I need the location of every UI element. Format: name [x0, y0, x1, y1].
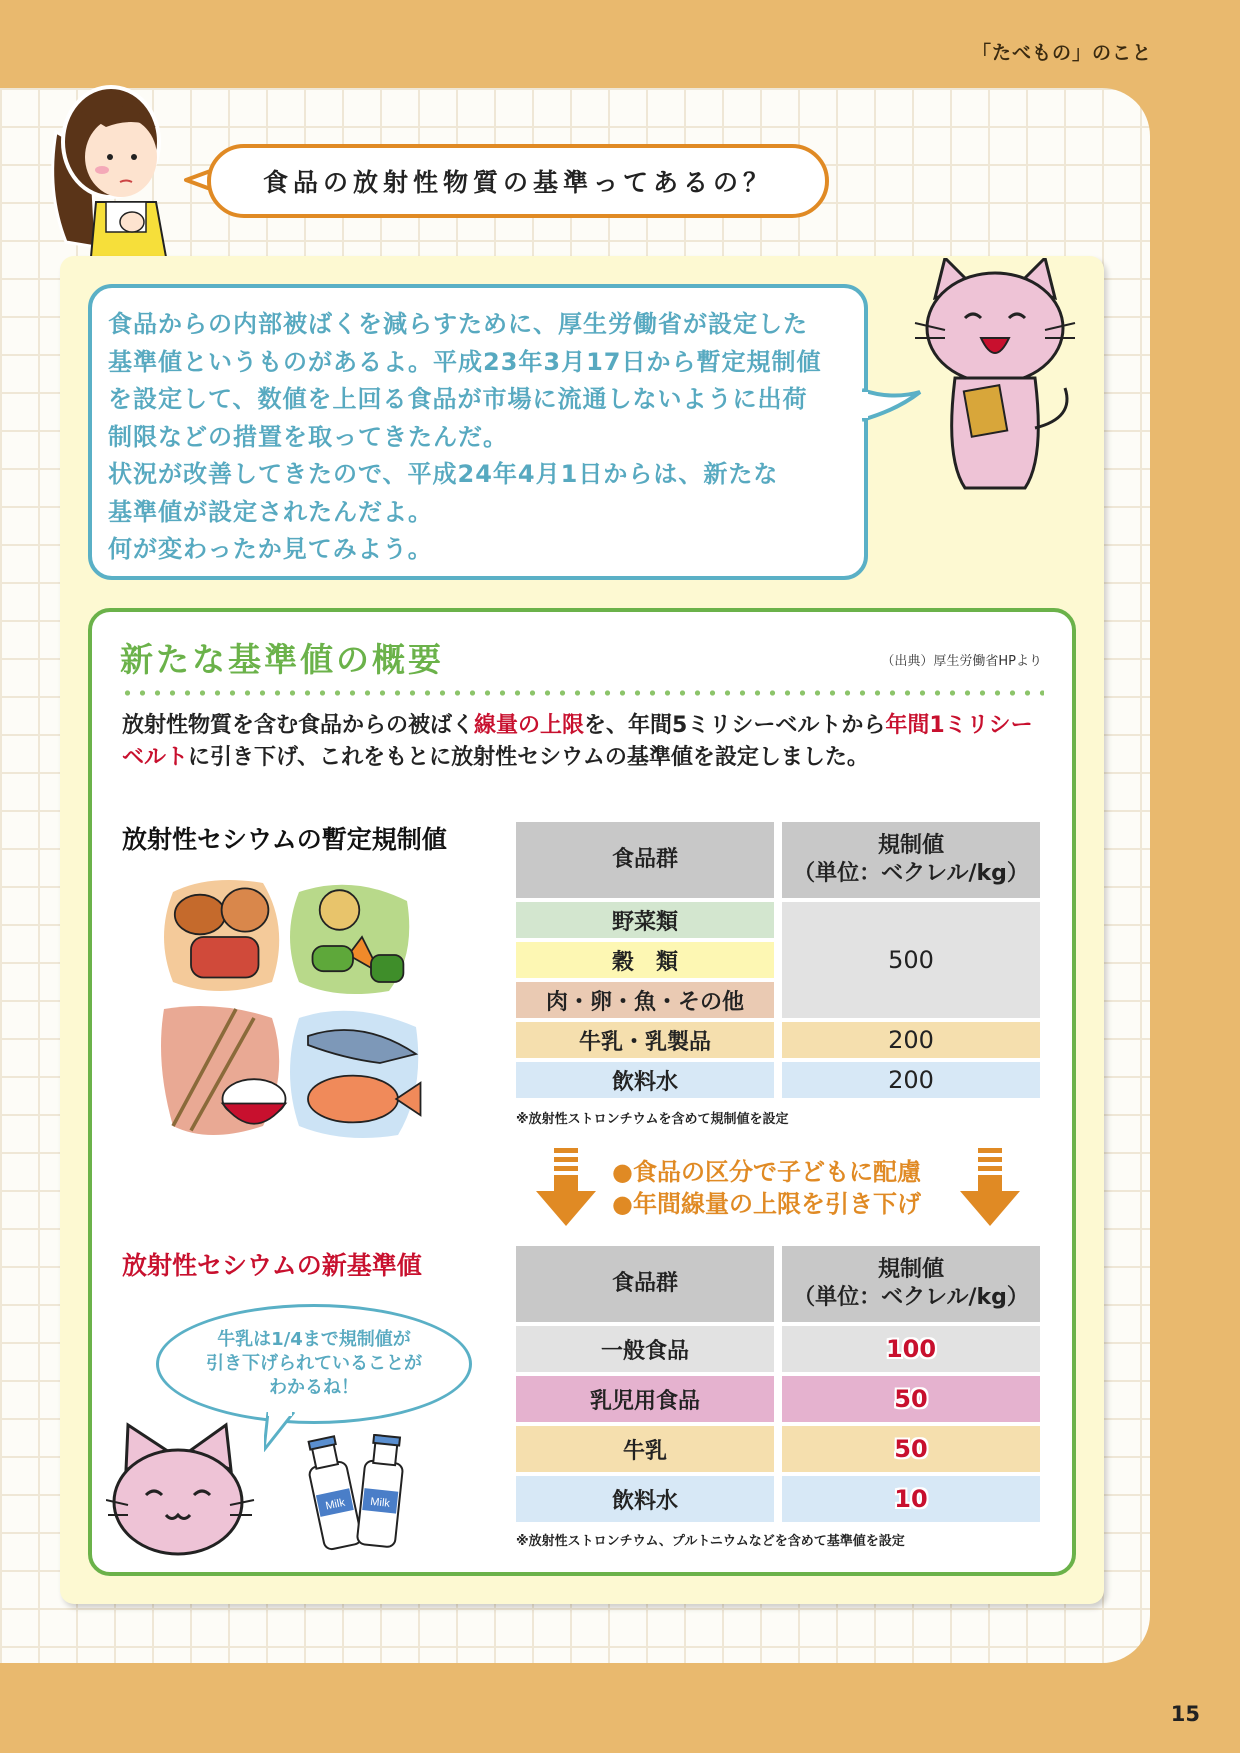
food-group-cell: 一般食品: [516, 1326, 774, 1372]
question-bubble: 食品の放射性物質の基準ってあるの？: [207, 144, 829, 218]
food-group-cell: 飲料水: [516, 1062, 774, 1098]
speech-line: を設定して、数値を上回る食品が市場に流通しないように出荷: [108, 385, 808, 413]
explanation-speech-box: [88, 284, 868, 580]
new-standard-heading: 放射性セシウムの新基準値: [122, 1251, 422, 1280]
header-limit-unit: （単位：ベクレル/kg）: [793, 861, 1029, 886]
limit-value-cell: 200: [782, 1022, 1040, 1058]
provisional-heading: 放射性セシウムの暫定規制値: [122, 825, 447, 854]
food-group-cell: 牛乳: [516, 1426, 774, 1472]
down-arrow-icon: [536, 1148, 596, 1228]
limit-value-cell: 50: [782, 1376, 1040, 1422]
change-line: ●食品の区分で子どもに配慮: [612, 1158, 921, 1186]
table-row: [516, 1326, 1040, 1372]
table-row: [516, 1022, 1040, 1058]
header-limit: [782, 1246, 1040, 1322]
milk-label: Milk: [324, 1496, 347, 1513]
food-group-cell: 乳児用食品: [516, 1376, 774, 1422]
speech-line: 基準値というものがあるよ。平成23年3月17日から暫定規制値: [108, 347, 822, 376]
limit-value-cell: 200: [782, 1062, 1040, 1098]
dotted-divider: [120, 690, 1044, 696]
intro-text: 放射性物質を含む食品からの被ばく: [122, 713, 475, 738]
header-food-group: 食品群: [516, 822, 774, 898]
page-number: 15: [1170, 1702, 1200, 1726]
table-row: [516, 1062, 1040, 1098]
header-limit-label: 規制値: [877, 833, 944, 858]
comment-line: わかるね！: [269, 1377, 359, 1398]
new-standard-table: [516, 1242, 1040, 1526]
speech-line: 状況が改善してきたので、平成24年4月1日からは、新たな: [108, 460, 779, 488]
header-limit-unit: （単位：ベクレル/kg）: [793, 1285, 1029, 1310]
food-group-cell: 肉・卵・魚・その他: [516, 982, 774, 1018]
header-food-group: 食品群: [516, 1246, 774, 1322]
table-row: [516, 1426, 1040, 1472]
limit-value-cell: 10: [782, 1476, 1040, 1522]
speech-line: 何が変わったか見てみよう。: [108, 535, 433, 563]
table-header-row: [516, 822, 1040, 898]
source-note: （出典）厚生労働省HPより: [881, 654, 1042, 669]
provisional-note: ※放射性ストロンチウムを含めて規制値を設定: [516, 1112, 789, 1127]
overview-intro: [122, 710, 1052, 774]
cat-mascot-illustration: [905, 258, 1085, 498]
speech-line: 制限などの措置を取ってきたんだ。: [108, 422, 508, 451]
section-header: 「たべもの」のこと: [971, 42, 1152, 64]
new-standard-note: ※放射性ストロンチウム、プルトニウムなどを含めて基準値を設定: [516, 1534, 905, 1549]
table-row: [516, 902, 1040, 938]
table-row: [516, 1376, 1040, 1422]
speech-line: 食品からの内部被ばくを減らすために、厚生労働省が設定した: [108, 310, 808, 338]
milk-bottles-illustration: [302, 1434, 412, 1554]
down-arrow-icon: [960, 1148, 1020, 1228]
food-group-cell: 穀 類: [516, 942, 774, 978]
header-limit-label: 規制値: [877, 1257, 944, 1282]
food-group-cell: 牛乳・乳製品: [516, 1022, 774, 1058]
intro-highlight: 線量の上限: [474, 713, 585, 738]
girl-character-illustration: [36, 72, 176, 257]
intro-text: を、年間5ミリシーベルトから: [584, 713, 886, 738]
limit-value-cell: 100: [782, 1326, 1040, 1372]
table-header-row: [516, 1246, 1040, 1322]
food-group-cell: 飲料水: [516, 1476, 774, 1522]
change-line: ●年間線量の上限を引き下げ: [612, 1190, 921, 1218]
provisional-table: [516, 818, 1040, 1102]
table-row: [516, 1476, 1040, 1522]
limit-value-cell: 50: [782, 1426, 1040, 1472]
overview-title: 新たな基準値の概要: [120, 640, 444, 679]
food-group-cell: 野菜類: [516, 902, 774, 938]
limit-value-merged: 500: [782, 902, 1040, 1018]
food-groups-illustration: [140, 874, 440, 1144]
intro-highlight: 年間1ミリシーベルト: [122, 713, 1033, 770]
header-limit: [782, 822, 1040, 898]
cat-comment-bubble: [156, 1304, 472, 1424]
comment-line: 牛乳は1/4まで規制値が: [217, 1329, 411, 1350]
cat-face-illustration: [106, 1420, 256, 1560]
milk-label: Milk: [369, 1495, 391, 1510]
intro-text: に引き下げ、これをもとに放射性セシウムの基準値を設定しました。: [188, 745, 869, 770]
comment-line: 引き下げられていることが: [206, 1353, 422, 1374]
comment-bubble-tail: [264, 1412, 304, 1452]
changes-summary: [612, 1156, 921, 1220]
speech-line: 基準値が設定されたんだよ。: [108, 497, 433, 526]
